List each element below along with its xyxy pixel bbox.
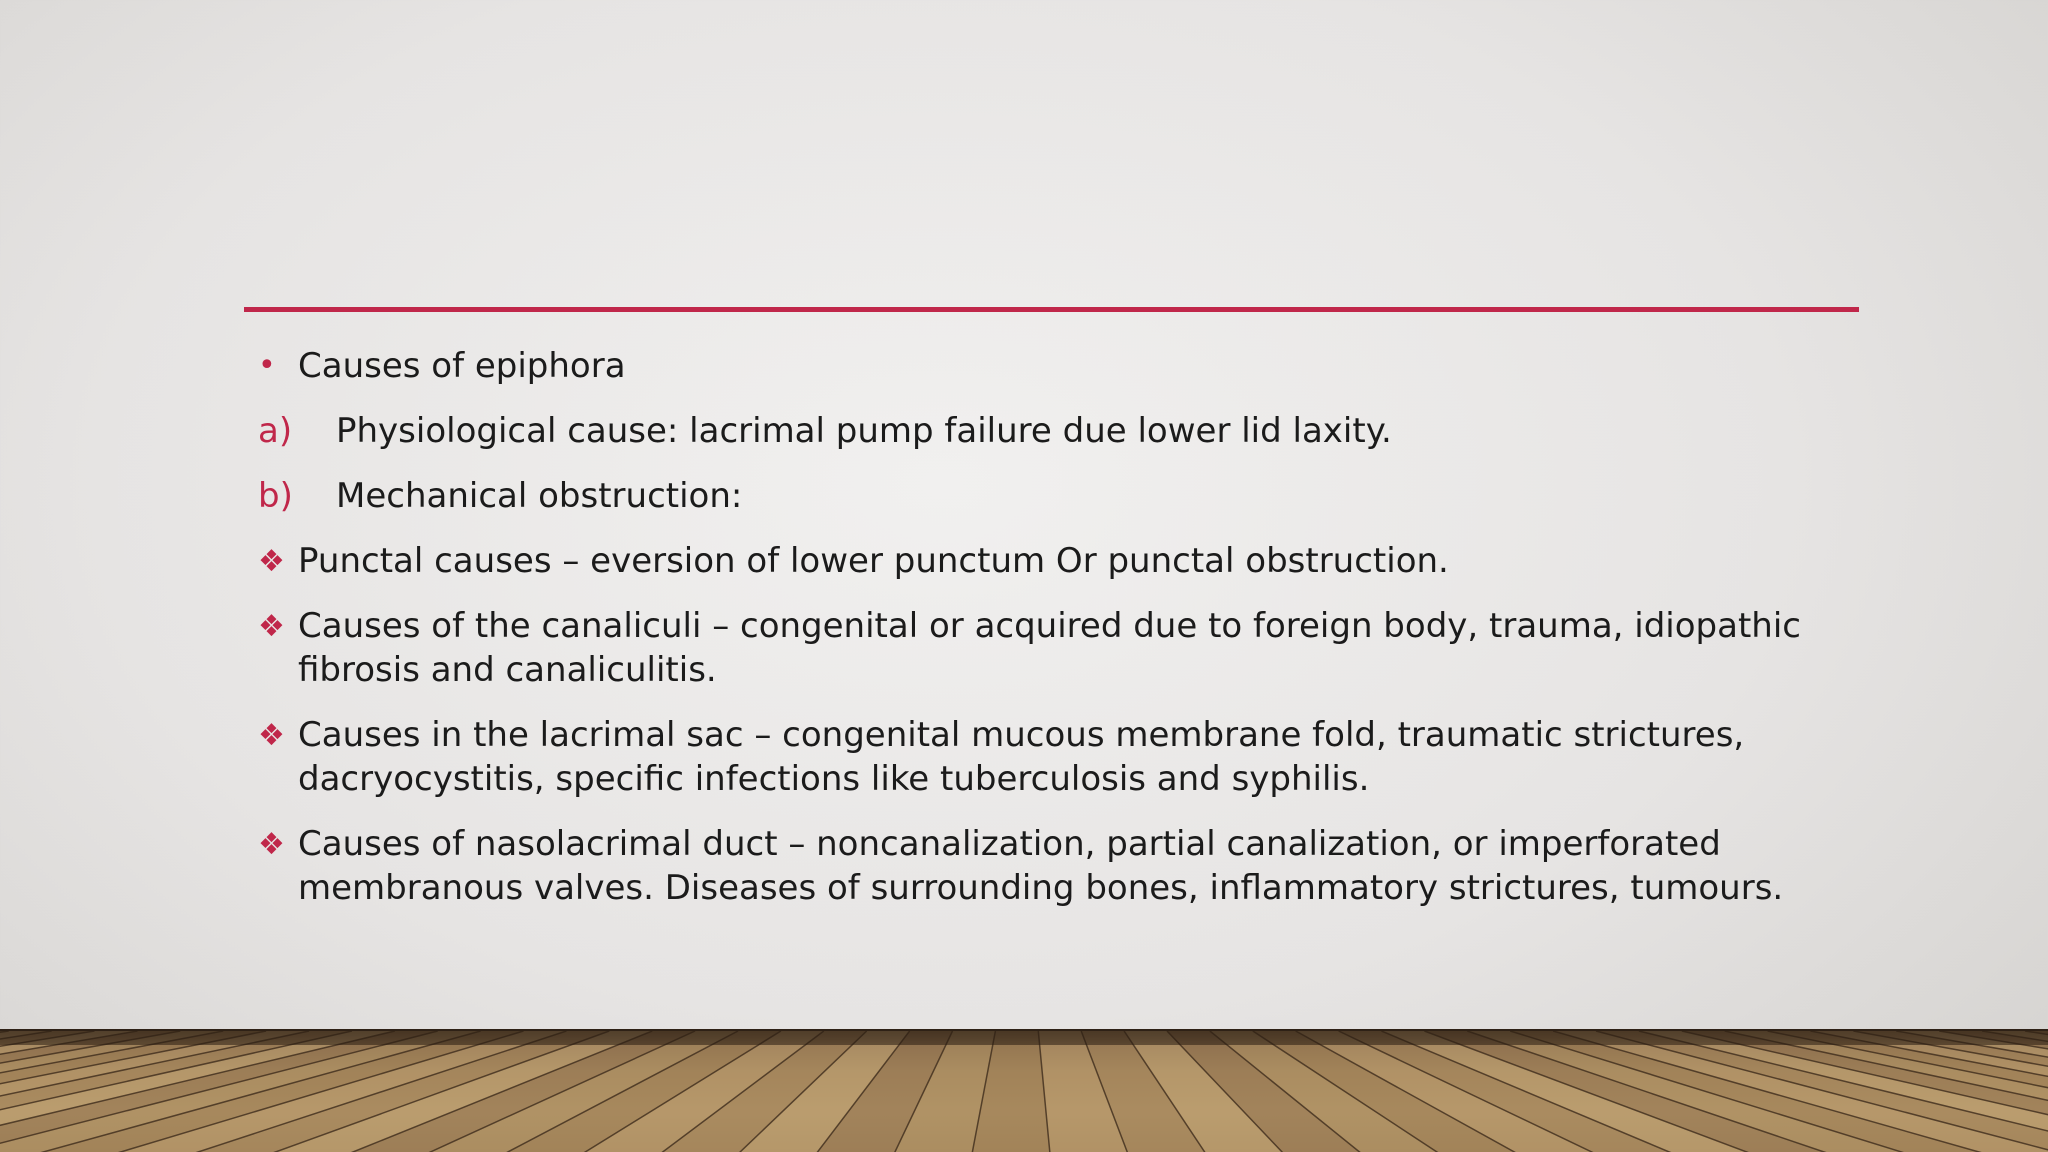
bullet-dot-icon: •: [258, 348, 276, 383]
list-item-text: Causes in the lacrimal sac – congenital mucous membrane fold, traumatic strictures, dacryocystitis, specific infections like tuberculosis and syphilis.: [298, 715, 1745, 799]
list-item-physiological-cause: [258, 409, 1858, 453]
list-item-text: Punctal causes – eversion of lower punctum Or punctal obstruction.: [298, 541, 1449, 581]
list-item-lacrimal-sac-causes: [258, 713, 1858, 801]
list-item-canaliculi-causes: [258, 604, 1858, 692]
title-divider-line: [244, 307, 1859, 312]
list-item-text: Mechanical obstruction:: [336, 476, 743, 516]
wooden-floor-background: [0, 1029, 2048, 1152]
floor-planks: [0, 1031, 2048, 1152]
list-item-text: Causes of the canaliculi – congenital or acquired due to foreign body, trauma, idiopathic fibrosis and canaliculitis.: [298, 606, 1801, 690]
list-item-causes-of-epiphora: [258, 344, 1858, 388]
diamond-bullet-icon: ❖: [258, 827, 285, 862]
slide-body: [258, 344, 1858, 931]
list-marker-a: a): [258, 411, 293, 451]
diamond-bullet-icon: ❖: [258, 544, 285, 579]
diamond-bullet-icon: ❖: [258, 718, 285, 753]
list-item-mechanical-obstruction: [258, 474, 1858, 518]
list-item-nasolacrimal-duct-causes: [258, 822, 1858, 910]
list-item-text: Causes of epiphora: [298, 346, 626, 386]
list-item-text: Causes of nasolacrimal duct – noncanalization, partial canalization, or imperforated membranous valves. Diseases of surrounding bones, inflammatory strictures, tumours.: [298, 824, 1784, 908]
list-item-punctal-causes: [258, 539, 1858, 583]
list-marker-b: b): [258, 476, 293, 516]
list-item-text: Physiological cause: lacrimal pump failure due lower lid laxity.: [336, 411, 1392, 451]
floor-shadow: [0, 1031, 2048, 1045]
diamond-bullet-icon: ❖: [258, 609, 285, 644]
